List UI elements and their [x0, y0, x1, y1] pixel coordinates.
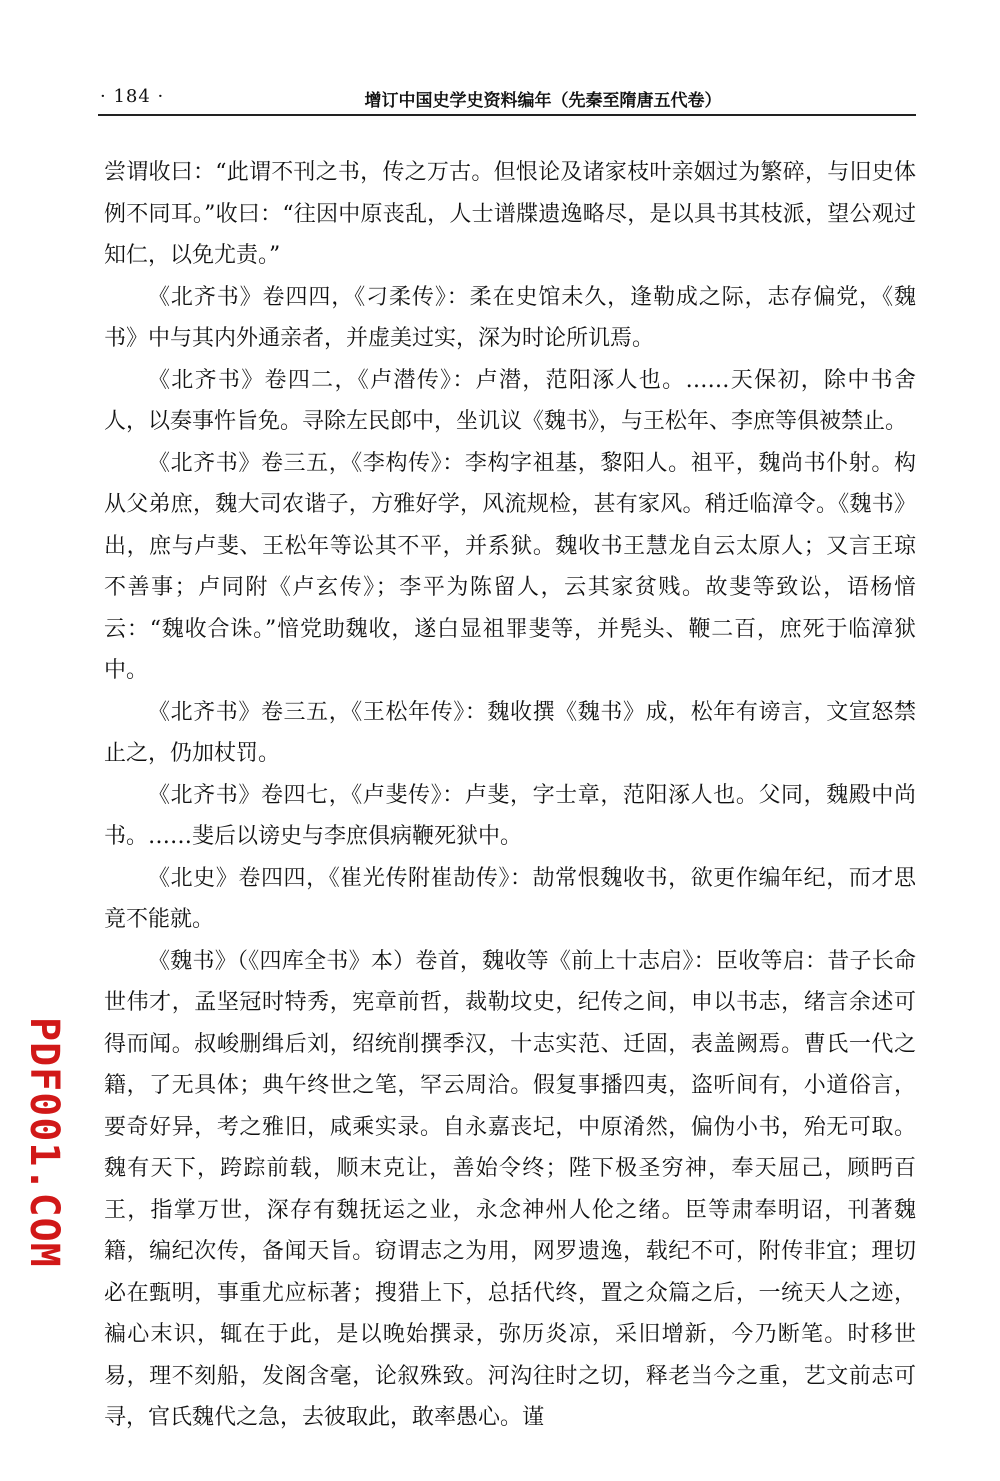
paragraph: 《北齐书》卷三五，《王松年传》：魏收撰《魏书》成，松年有谤言，文宣怒禁止之，仍加杖罚。 [104, 699, 916, 766]
paragraph: 《魏书》（《四库全书》本）卷首，魏收等《前上十志启》：臣收等启：昔子长命世伟才，孟坚冠时特秀，宪章前哲，裁勒坟史，纪传之间，申以书志，绪言余述可得而闻。叔峻删缉后刘，绍统削撰季汉，十志实范、迁固，表盖阙焉。曹氏一代之籍，了无具体；典午终世之笔，罕云周洽。假复事播四夷，盗听间有，小道俗言，要奇好异，考之雅旧，咸乘实录。自永嘉丧圮，中原淆然，偏伪小书，殆无可取。魏有天下，跨踪前载，顺末克让，善始令终；陛下极圣穷神，奉天屈己，顾眄百王，指掌万世，深存有魏抚运之业，永念神州人伦之绪。臣等肃奉明诏，刊著魏籍，编纪次传，备闻天旨。窃谓志之为用，网罗遗逸，载纪不可，附传非宜；理切必在甄明，事重尤应标著；搜猎上下，总括代终，置之众篇之后，一统天人之迹，褊心末识，辄在于此，是以晚始撰录，弥历炎凉，采旧增新，今乃断笔。时移世易，理不刻船，发阁含毫，论叙殊致。河沟往时之切，释老当今之重，艺文前志可寻，官氏魏代之急，去彼取此，敢率愚心。谨 [104, 948, 916, 1430]
paragraph: 《北史》卷四四，《崔光传附崔劼传》：劼常恨魏收书，欲更作编年纪，而才思竟不能就。 [104, 865, 916, 932]
page-header [98, 80, 916, 116]
paragraph: 《北齐书》卷四七，《卢斐传》：卢斐，字士章，范阳涿人也。父同，魏殿中尚书。……斐后以谤史与李庶俱病鞭死狱中。 [104, 782, 916, 849]
body-text [104, 152, 916, 1439]
paragraph-continued: 尝谓收曰：“此谓不刊之书，传之万古。但恨论及诸家枝叶亲姻过为繁碎，与旧史体例不同耳。”收曰：“往因中原丧乱，人士谱牒遗逸略尽，是以具书其枝派，望公观过知仁，以免尤责。” [104, 160, 916, 268]
paragraph: 《北齐书》卷四四，《刁柔传》：柔在史馆未久，逢勒成之际，志存偏党，《魏书》中与其内外通亲者，并虚美过实，深为时论所讥焉。 [104, 284, 916, 351]
watermark: PDF001.COM [21, 1017, 67, 1268]
paragraph: 《北齐书》卷三五，《李构传》：李构字祖基，黎阳人。祖平，魏尚书仆射。构从父弟庶，魏大司农谐子，方雅好学，风流规检，甚有家风。稍迁临漳令。《魏书》出，庶与卢斐、王松年等讼其不平，并系狱。魏收书王慧龙自云太原人；又言王琼不善事；卢同附《卢玄传》；李平为陈留人，云其家贫贱。故斐等致讼，语杨愔云：“魏收合诛。”愔党助魏收，遂白显祖罪斐等，并髡头、鞭二百，庶死于临漳狱中。 [104, 450, 916, 683]
page-number: · 184 · [100, 86, 165, 107]
paragraph: 《北齐书》卷四二，《卢潜传》：卢潜，范阳涿人也。……天保初，除中书舍人，以奏事忤旨免。寻除左民郎中，坐讥议《魏书》，与王松年、李庶等俱被禁止。 [104, 367, 916, 434]
running-title: 增订中国史学史资料编年（先秦至隋唐五代卷） [364, 91, 722, 111]
